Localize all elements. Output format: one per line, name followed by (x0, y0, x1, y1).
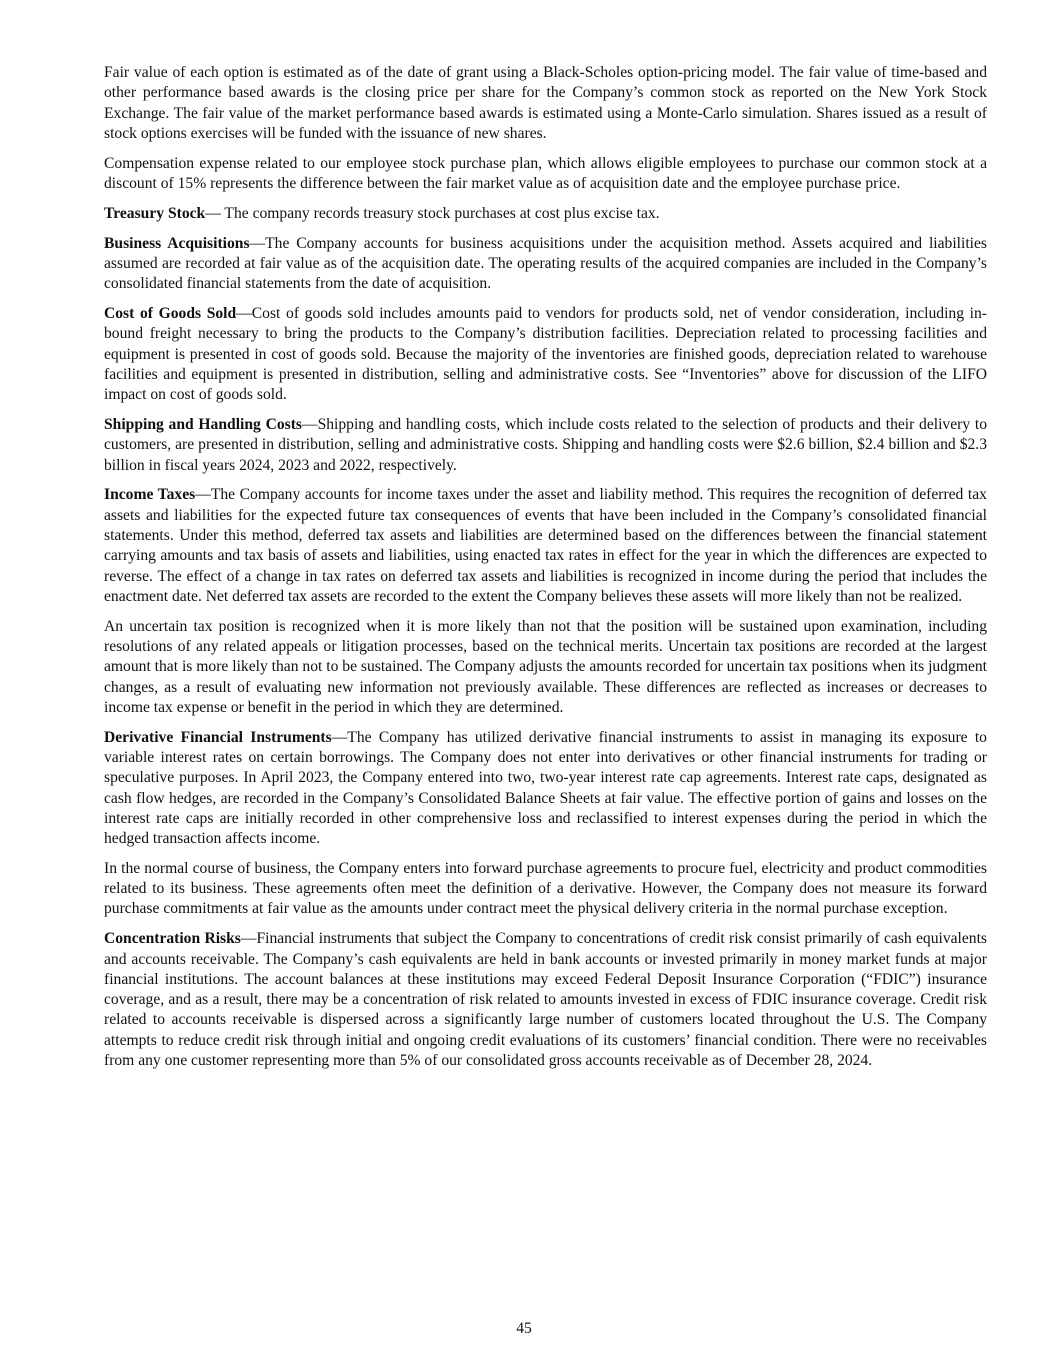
paragraph-text: Compensation expense related to our employee stock purchase plan, which allows eligible employees to purchase our common stock at a discount of 15% represents the difference between the fair market value as of acquisition date and the employee purchase price. (104, 154, 987, 192)
paragraph-option-fair-value (104, 63, 987, 144)
paragraph-treasury-stock (104, 204, 987, 224)
document-body (104, 63, 987, 1081)
paragraph-uncertain-tax (104, 617, 987, 718)
paragraph-business-acquisitions (104, 234, 987, 295)
paragraph-stock-purchase-plan (104, 154, 987, 195)
paragraph-income-taxes (104, 485, 987, 607)
page-number: 45 (516, 1320, 532, 1337)
section-heading: Concentration Risks (104, 930, 241, 948)
paragraph-text: —Cost of goods sold includes amounts paid to vendors for products sold, net of vendor consideration, including in-bound freight necessary to bring the products to the Company’s distribution facilities. Depreciation related to processing facilities and equipment is presented in cost of goods sold. Because the majority of the inventories are finished goods, depreciation related to warehouse facilities and equipment is presented in distribution, selling and administrative costs. See “Inventories” above for discussion of the LIFO impact on cost of goods sold. (104, 304, 987, 404)
paragraph-text: An uncertain tax position is recognized when it is more likely than not that the position will be sustained upon examination, including resolutions of any related appeals or litigation processes, based on the technical merits. Uncertain tax positions are recorded at the largest amount that is more likely than not to be sustained. The Company adjusts the amounts recorded for uncertain tax positions when its judgment changes, as a result of evaluating new information not previously available. These differences are reflected as increases or decreases to income tax expense or benefit in the period in which they are determined. (104, 617, 987, 716)
section-heading: Derivative Financial Instruments (104, 728, 332, 746)
paragraph-text: —The Company has utilized derivative financial instruments to assist in managing its exposure to variable interest rates on certain borrowings. The Company does not enter into derivatives or other financial instruments for trading or speculative purposes. In April 2023, the Company entered into two, two-year interest rate cap agreements. Interest rate caps, designated as cash flow hedges, are recorded in the Company’s Consolidated Balance Sheets at fair value. The effective portion of gains and losses on the interest rate caps are initially recorded in other comprehensive loss and reclassified to interest expenses during the period in which the hedged transaction affects income. (104, 728, 987, 848)
paragraph-text: —Shipping and handling costs, which include costs related to the selection of products and their delivery to customers, are presented in distribution, selling and administrative costs. Shipping and handling costs were $2.6 billion, $2.4 billion and $2.3 billion in fiscal years 2024, 2023 and 2022, respectively. (104, 415, 987, 474)
section-heading: Business Acquisitions (104, 234, 250, 252)
paragraph-text: — The company records treasury stock purchases at cost plus excise tax. (205, 204, 660, 222)
section-heading: Cost of Goods Sold (104, 304, 237, 322)
paragraph-forward-purchase (104, 859, 987, 920)
paragraph-shipping-handling (104, 415, 987, 476)
paragraph-derivative-instruments (104, 728, 987, 850)
section-heading: Treasury Stock (104, 204, 206, 222)
section-heading: Income Taxes (104, 486, 196, 504)
paragraph-text: —The Company accounts for business acquisitions under the acquisition method. Assets acquired and liabilities assumed are recorded at fair value as of the acquisition date. The operating results of the acquired companies are included in the Company’s consolidated financial statements from the date of acquisition. (104, 234, 987, 293)
paragraph-cost-of-goods-sold (104, 304, 987, 405)
paragraph-text: In the normal course of business, the Company enters into forward purchase agreements to procure fuel, electricity and product commodities related to its business. These agreements often meet the definition of a derivative. However, the Company does not measure its forward purchase commitments at fair value as the amounts under contract meet the physical delivery criteria in the normal purchase exception. (104, 859, 987, 918)
paragraph-text: —The Company accounts for income taxes under the asset and liability method. This requires the recognition of deferred tax assets and liabilities for the expected future tax consequences of events that have been included in the Company’s consolidated financial statements. Under this method, deferred tax assets and liabilities are determined based on the differences between the financial statement carrying amounts and tax basis of assets and liabilities, using enacted tax rates in effect for the year in which the differences are expected to reverse. The effect of a change in tax rates on deferred tax assets and liabilities is recognized in income during the period that includes the enactment date. Net deferred tax assets are recorded to the extent the Company believes these assets will more likely than not be realized. (104, 486, 987, 605)
paragraph-text: Fair value of each option is estimated as of the date of grant using a Black-Scholes option-pricing model. The fair value of time-based and other performance based awards is the closing price per share for the Company’s common stock as reported on the New York Stock Exchange. The fair value of the market performance based awards is estimated using a Monte-Carlo simulation. Shares issued as a result of stock options exercises will be funded with the issuance of new shares. (104, 64, 987, 142)
paragraph-text: —Financial instruments that subject the Company to concentrations of credit risk consist primarily of cash equivalents and accounts receivable. The Company’s cash equivalents are held in bank accounts or invested primarily in money market funds at major financial institutions. The account balances at these institutions may exceed Federal Deposit Insurance Corporation (“FDIC”) insurance coverage, and as a result, there may be a concentration of risk related to amounts invested in excess of FDIC insurance coverage. Credit risk related to accounts receivable is dispersed across a significantly large number of customers located throughout the U.S. The Company attempts to reduce credit risk through initial and ongoing credit evaluations of its customers’ financial condition. There were no receivables from any one customer representing more than 5% of our consolidated gross accounts receivable as of December 28, 2024. (104, 930, 987, 1070)
paragraph-concentration-risks (104, 929, 987, 1071)
section-heading: Shipping and Handling Costs (104, 415, 302, 433)
